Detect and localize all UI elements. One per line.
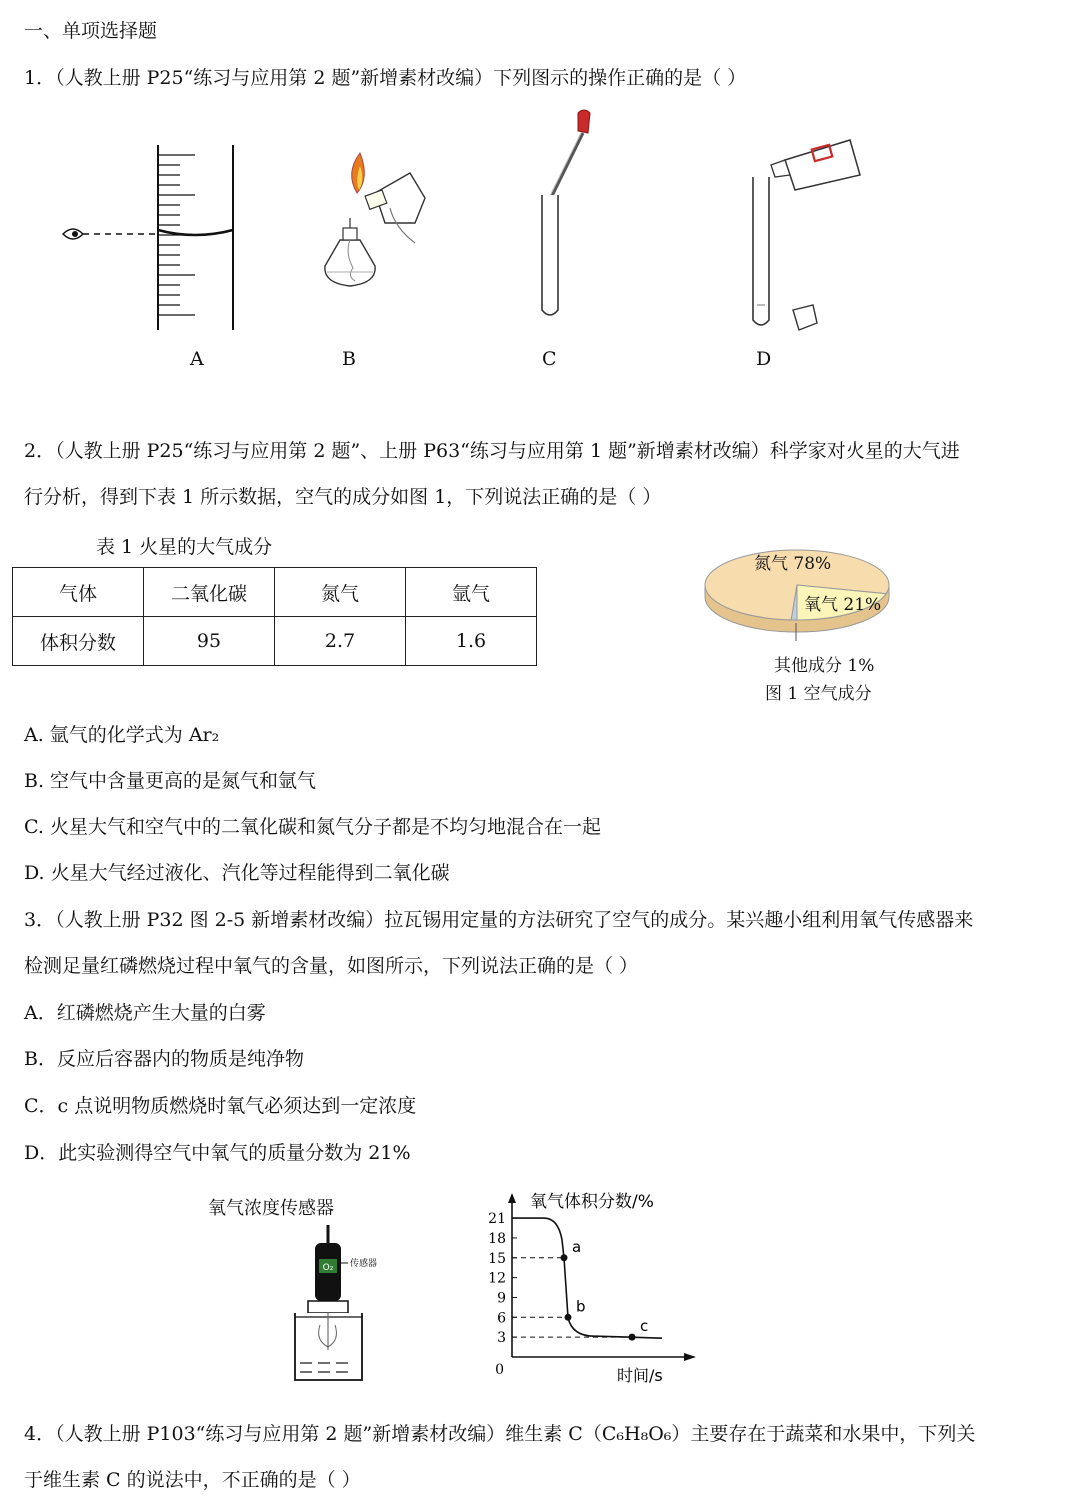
- oxygen-sensor-apparatus: [290, 1225, 400, 1385]
- origin-label: 0: [495, 1362, 504, 1378]
- table-cell: 体积分数: [13, 617, 144, 666]
- pie-label-nitrogen: 氮气 78%: [754, 554, 832, 574]
- question-3-stem-line2: 检测足量红磷燃烧过程中氧气的含量，如图所示，下列说法正确的是（ ）: [24, 955, 639, 977]
- table-caption: 表 1 火星的大气成分: [96, 536, 273, 558]
- mars-atmosphere-table: [12, 567, 537, 666]
- pie-caption: 图 1 空气成分: [765, 684, 872, 704]
- figure-a-label: A: [190, 348, 204, 370]
- y-tick-label: 6: [497, 1310, 506, 1327]
- y-axis-arrow: [508, 1193, 516, 1203]
- question-2-stem-line1: 2．（人教上册 P25“练习与应用第 2 题”、上册 P63“练习与应用第 1 题”新增素材改编）科学家对火星的大气进: [24, 440, 960, 462]
- question-2-stem-line2: 行分析，得到下表 1 所示数据，空气的成分如图 1，下列说法正确的是（ ）: [24, 486, 662, 508]
- figure-d-pouring-liquid: [735, 135, 865, 335]
- point-label-a: a: [572, 1237, 582, 1256]
- flame-icon: [352, 153, 365, 193]
- sensor-badge: O₂: [322, 1263, 334, 1273]
- point-a: [561, 1254, 568, 1261]
- eye-icon: [63, 229, 83, 239]
- table-header-row: [13, 568, 537, 617]
- x-axis-label: 时间/s: [617, 1366, 663, 1385]
- y-tick-label: 9: [497, 1290, 506, 1307]
- sensor-title: 氧气浓度传感器: [208, 1198, 334, 1219]
- table-cell: 气体: [13, 568, 144, 617]
- question-1-stem: 1．（人教上册 P25“练习与应用第 2 题”新增素材改编）下列图示的操作正确的是（ ）: [24, 67, 747, 89]
- x-axis-arrow: [684, 1353, 696, 1361]
- table-cell: 95: [144, 617, 275, 666]
- q2-option-b: B. 空气中含量更高的是氮气和氩气: [24, 770, 317, 792]
- table-cell: 1.6: [406, 617, 537, 666]
- figure-b-alcohol-lamps: [305, 148, 435, 298]
- figure-b-label: B: [342, 348, 356, 370]
- y-tick-label: 21: [488, 1211, 506, 1228]
- point-b: [565, 1314, 572, 1321]
- y-tick-label: 15: [488, 1250, 506, 1267]
- pie-label-other: 其他成分 1%: [774, 656, 875, 676]
- figure-a-cylinder-reading: [55, 140, 255, 340]
- oxygen-fraction-line-chart: [482, 1185, 712, 1385]
- q2-option-a: A. 氩气的化学式为 Ar₂: [24, 724, 220, 746]
- q3-option-d: D．此实验测得空气中氧气的质量分数为 21%: [24, 1142, 411, 1164]
- q2-option-d: D. 火星大气经过液化、汽化等过程能得到二氧化碳: [24, 862, 450, 884]
- section-title: 一、单项选择题: [24, 20, 158, 42]
- table-row: [13, 617, 537, 666]
- figure-c-label: C: [542, 348, 557, 370]
- q3-option-c: C．c 点说明物质燃烧时氧气必须达到一定浓度: [24, 1095, 417, 1117]
- table-cell: 二氧化碳: [144, 568, 275, 617]
- sensor-tag: 传感器: [350, 1259, 378, 1269]
- y-tick-label: 3: [497, 1330, 506, 1347]
- table-cell: 2.7: [275, 617, 406, 666]
- pie-label-oxygen: 氧气 21%: [804, 595, 882, 615]
- question-4-stem-line1: 4．（人教上册 P103“练习与应用第 2 题”新增素材改编）维生素 C（C₆H₈O₆）主要存在于蔬菜和水果中，下列关: [24, 1423, 976, 1445]
- table-cell: 氩气: [406, 568, 537, 617]
- q3-option-b: B．反应后容器内的物质是纯净物: [24, 1048, 304, 1070]
- point-label-b: b: [576, 1297, 586, 1316]
- y-axis-label: 氧气体积分数/%: [530, 1192, 654, 1212]
- figure-c-dropper-test-tube: [520, 105, 600, 325]
- table-cell: 氮气: [275, 568, 406, 617]
- q2-option-c: C. 火星大气和空气中的二氧化碳和氮气分子都是不均匀地混合在一起: [24, 816, 601, 838]
- point-c: [629, 1334, 636, 1341]
- y-tick-label: 18: [488, 1230, 506, 1247]
- y-tick-label: 12: [488, 1270, 506, 1287]
- figure-d-label: D: [756, 348, 772, 370]
- point-label-c: c: [640, 1317, 649, 1336]
- question-4-stem-line2: 于维生素 C 的说法中，不正确的是（ ）: [24, 1469, 361, 1491]
- q3-option-a: A．红磷燃烧产生大量的白雾: [24, 1002, 266, 1024]
- question-3-stem-line1: 3．（人教上册 P32 图 2-5 新增素材改编）拉瓦锡用定量的方法研究了空气的成分。某兴趣小组利用氧气传感器来: [24, 909, 974, 931]
